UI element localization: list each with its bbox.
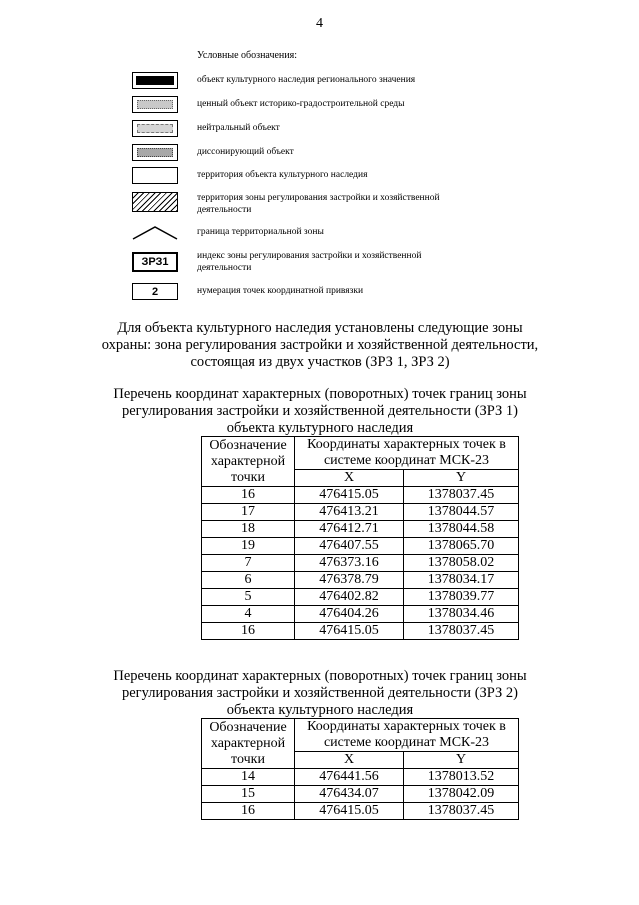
boundary-line-icon [132, 224, 178, 241]
y-cell: 1378034.46 [404, 606, 519, 623]
legend-title: Условные обозначения: [197, 50, 298, 61]
point-cell: 18 [202, 521, 295, 538]
point-cell: 5 [202, 589, 295, 606]
y-cell: 1378039.77 [404, 589, 519, 606]
point-cell: 4 [202, 606, 295, 623]
legend-item-zone-boundary [132, 224, 612, 244]
point-cell: 7 [202, 555, 295, 572]
x-cell: 476441.56 [295, 769, 404, 786]
legend-label: индекс зоны регулирования застройки и хозяйственной деятельности [197, 251, 422, 273]
table1-caption: Перечень координат характерных (поворотных) точек границ зоны регулирования застройки и хозяйственной деятельности (ЗРЗ 1) объекта культурного наследия [113, 386, 527, 436]
x-cell: 476402.82 [295, 589, 404, 606]
y-cell: 1378034.17 [404, 572, 519, 589]
x-cell: 476407.55 [295, 538, 404, 555]
header-y: Y [404, 470, 519, 487]
x-cell: 476434.07 [295, 786, 404, 803]
y-cell: 1378013.52 [404, 769, 519, 786]
y-cell: 1378044.58 [404, 521, 519, 538]
header-point: Обозначение характерной точки [202, 437, 295, 487]
y-cell: 1378042.09 [404, 786, 519, 803]
y-cell: 1378037.45 [404, 623, 519, 640]
point-cell: 16 [202, 487, 295, 504]
table-row [202, 606, 519, 623]
legend-label: нейтральный объект [197, 123, 280, 133]
x-cell: 476415.05 [295, 487, 404, 504]
y-cell: 1378058.02 [404, 555, 519, 572]
table-row [202, 786, 519, 803]
legend-item-dissonant-object [132, 144, 612, 164]
table-row [202, 769, 519, 786]
table-row [202, 487, 519, 504]
legend-item-point-number [132, 283, 612, 303]
legend-item-regional-object [132, 72, 612, 92]
grey-swatch-icon [132, 96, 178, 113]
white-swatch-icon [132, 167, 178, 184]
table2-caption: Перечень координат характерных (поворотных) точек границ зоны регулирования застройки и хозяйственной деятельности (ЗРЗ 2) объекта культурного наследия [113, 668, 527, 718]
table-row [202, 538, 519, 555]
legend-item-neutral-object [132, 120, 612, 140]
page-number: 4 [316, 16, 323, 31]
hatch-swatch-icon [132, 192, 178, 212]
x-cell: 476415.05 [295, 623, 404, 640]
point-cell: 14 [202, 769, 295, 786]
table-row [202, 589, 519, 606]
x-cell: 476412.71 [295, 521, 404, 538]
legend-label: территория зоны регулирования застройки и хозяйственной деятельности [197, 193, 440, 215]
legend-item-regulation-zone [132, 192, 612, 215]
table-row [202, 572, 519, 589]
point-cell: 19 [202, 538, 295, 555]
point-cell: 17 [202, 504, 295, 521]
legend-item-valuable-object [132, 96, 612, 116]
zone-index-icon: ЗРЗ1 [132, 252, 178, 272]
y-cell: 1378037.45 [404, 803, 519, 820]
legend-label: нумерация точек координатной привязки [197, 286, 364, 296]
coordinates-table-zrz1 [201, 436, 519, 640]
point-cell: 15 [202, 786, 295, 803]
header-x: X [295, 470, 404, 487]
y-cell: 1378037.45 [404, 487, 519, 504]
header-coords: Координаты характерных точек в системе координат МСК-23 [295, 437, 519, 470]
black-swatch-icon [132, 72, 178, 89]
intro-paragraph: Для объекта культурного наследия установлены следующие зоны охраны: зона регулирования застройки и хозяйственной деятельности, состоящая из двух участков (ЗРЗ 1, ЗРЗ 2) [101, 320, 539, 370]
legend-label: диссонирующий объект [197, 147, 294, 157]
dark-grey-swatch-icon [132, 144, 178, 161]
y-cell: 1378044.57 [404, 504, 519, 521]
header-coords: Координаты характерных точек в системе координат МСК-23 [295, 719, 519, 752]
table-row [202, 504, 519, 521]
legend-label: территория объекта культурного наследия [197, 170, 368, 180]
coordinates-table-zrz2 [201, 718, 519, 820]
table-row [202, 623, 519, 640]
table-row [202, 555, 519, 572]
header-y: Y [404, 752, 519, 769]
x-cell: 476373.16 [295, 555, 404, 572]
y-cell: 1378065.70 [404, 538, 519, 555]
header-point: Обозначение характерной точки [202, 719, 295, 769]
legend-label: граница территориальной зоны [197, 227, 324, 237]
light-grey-swatch-icon [132, 120, 178, 137]
x-cell: 476404.26 [295, 606, 404, 623]
table-row [202, 803, 519, 820]
legend-label: ценный объект историко-градостроительной среды [197, 99, 405, 109]
legend-label: объект культурного наследия регионального значения [197, 75, 416, 85]
legend-item-heritage-territory [132, 167, 612, 187]
point-cell: 16 [202, 623, 295, 640]
table-row [202, 521, 519, 538]
x-cell: 476413.21 [295, 504, 404, 521]
point-cell: 6 [202, 572, 295, 589]
header-x: X [295, 752, 404, 769]
point-number-icon: 2 [132, 283, 178, 300]
legend-item-zone-index [132, 252, 612, 272]
point-cell: 16 [202, 803, 295, 820]
x-cell: 476378.79 [295, 572, 404, 589]
x-cell: 476415.05 [295, 803, 404, 820]
